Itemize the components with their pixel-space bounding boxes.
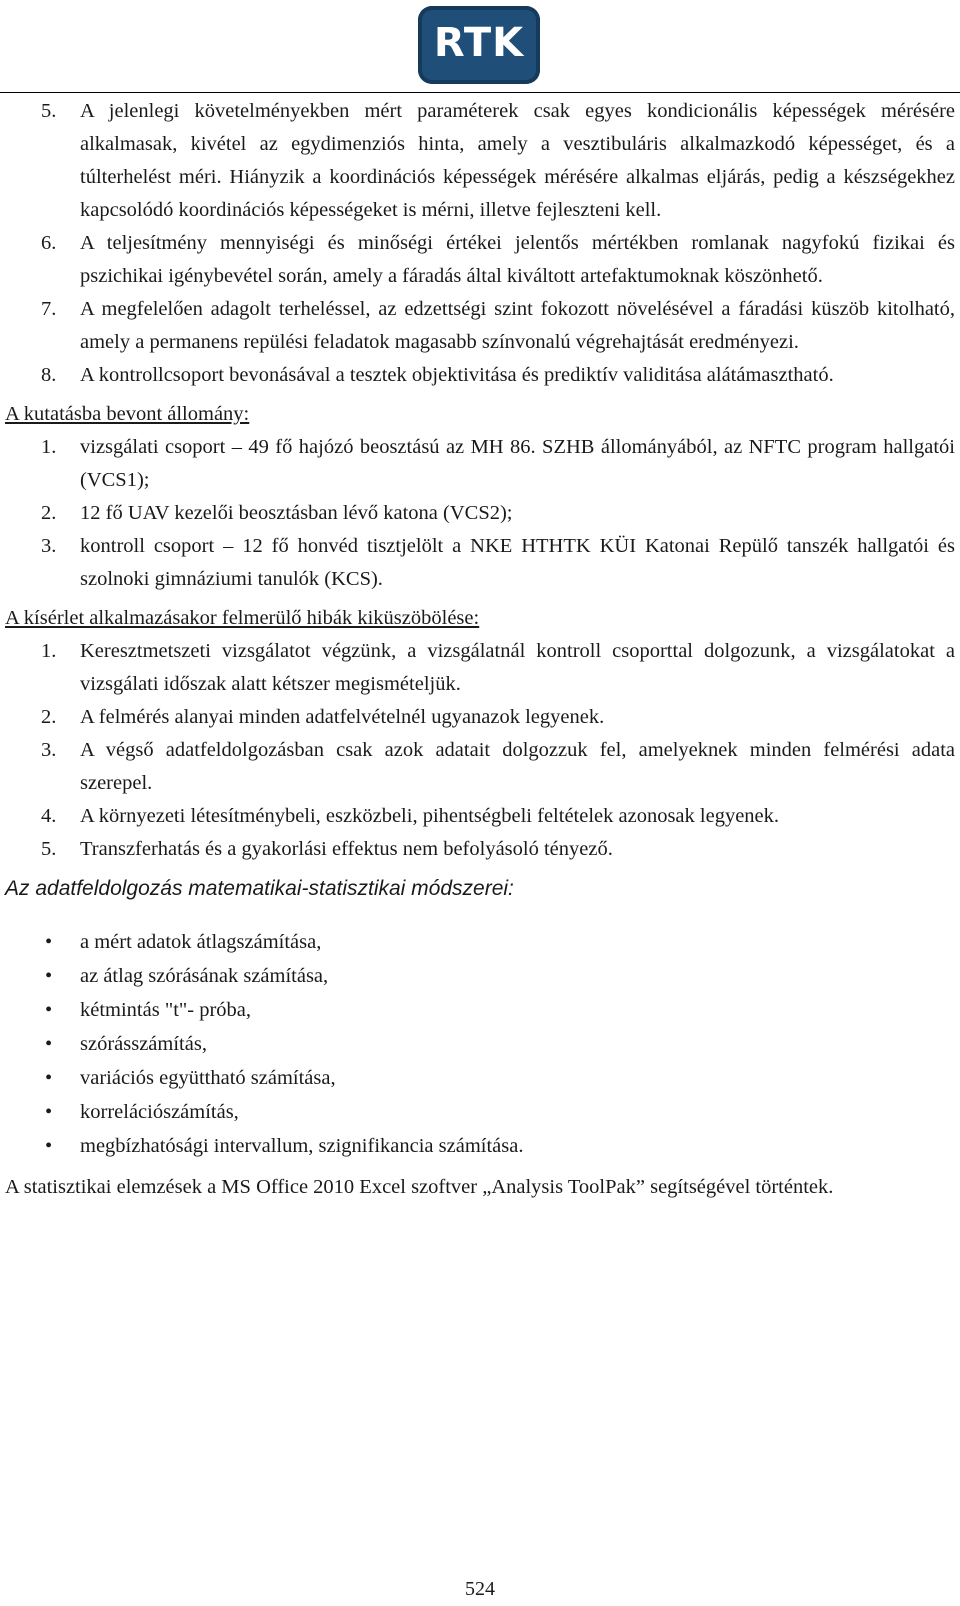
rtk-logo xyxy=(418,6,540,84)
item-text: A kontrollcsoport bevonásával a tesztek objektivitása és prediktív validitása alátámasztható. xyxy=(80,364,834,386)
bullet-text: a mért adatok átlagszámítása, xyxy=(80,931,322,953)
bullet-text: variációs együttható számítása, xyxy=(80,1067,336,1089)
item-text: Transzferhatás és a gyakorlási effektus nem befolyásoló tényező. xyxy=(80,838,613,860)
item-number: 8. xyxy=(41,364,57,386)
item-number: 3. xyxy=(41,739,57,761)
bullet-item xyxy=(5,925,955,959)
bullet-item xyxy=(5,959,955,993)
hypothesis-list xyxy=(5,95,955,392)
bullet-item xyxy=(5,1027,955,1061)
bullet-text: szórásszámítás, xyxy=(80,1033,207,1055)
bullet-icon: • xyxy=(45,1101,53,1123)
item-text: A megfelelően adagolt terheléssel, az edzettségi szint fokozott növelésével a fáradási küszöb kitolható, amely a permanens repülési feladatok magasabb színvonalú végrehajtását eredményezi. xyxy=(80,298,955,353)
error-elimination-list xyxy=(5,635,955,866)
item-number: 3. xyxy=(41,535,57,557)
item-number: 2. xyxy=(41,502,57,524)
item-number: 5. xyxy=(41,100,57,122)
bullet-item xyxy=(5,993,955,1027)
bullet-icon: • xyxy=(45,1067,53,1089)
item-text: vizsgálati csoport – 49 fő hajózó beosztású az MH 86. SZHB állományából, az NFTC program hallgatói (VCS1); xyxy=(80,436,955,491)
page-number: 524 xyxy=(465,1578,495,1600)
list-item xyxy=(5,530,955,596)
item-text: A jelenlegi követelményekben mért paraméterek csak egyes kondicionális képességek mérésére alkalmasak, kivétel az egydimenziós hinta, amely a vesztibuláris alkalmazkodó képességet, és a túlterhelést méri. Hiányzik a koordinációs képességek mérésére alkalmas eljárás, pedig a készségekhez kapcsolódó koordinációs képességeket is mérni, illetve fejleszteni kell. xyxy=(80,100,955,221)
section-heading-statistical-methods: Az adatfeldolgozás matematikai-statisztikai módszerei: xyxy=(5,877,514,900)
item-text: A teljesítmény mennyiségi és minőségi értékei jelentős mértékben romlanak nagyfokú fizikai és pszichikai igénybevétel során, amely a fáradás által kiváltott artefaktumoknak köszönhető. xyxy=(80,232,955,287)
bullet-text: korrelációszámítás, xyxy=(80,1101,239,1123)
item-text: A felmérés alanyai minden adatfelvételnél ugyanazok legyenek. xyxy=(80,706,605,728)
item-number: 1. xyxy=(41,436,57,458)
bullet-icon: • xyxy=(45,999,53,1021)
list-item xyxy=(5,635,955,701)
item-text: kontroll csoport – 12 fő honvéd tisztjelölt a NKE HTHTK KÜI Katonai Repülő tanszék hallgatói és szolnoki gimnáziumi tanulók (KCS). xyxy=(80,535,955,590)
page-header xyxy=(0,0,960,92)
bullet-item xyxy=(5,1061,955,1095)
participants-list xyxy=(5,431,955,596)
item-text: A környezeti létesítménybeli, eszközbeli, pihentségbeli feltételek azonosak legyenek. xyxy=(80,805,780,827)
bullet-icon: • xyxy=(45,931,53,953)
list-item xyxy=(5,431,955,497)
list-item xyxy=(5,833,955,866)
item-text: Keresztmetszeti vizsgálatot végzünk, a vizsgálatnál kontroll csoporttal dolgozunk, a vizsgálatokat a vizsgálati időszak alatt kétszer megismételjük. xyxy=(80,640,955,695)
item-number: 1. xyxy=(41,640,57,662)
list-item xyxy=(5,701,955,734)
list-item xyxy=(5,497,955,530)
bullet-text: megbízhatósági intervallum, szignifikancia számítása. xyxy=(80,1135,524,1157)
item-number: 6. xyxy=(41,232,57,254)
closing-paragraph: A statisztikai elemzések a MS Office 2010 Excel szoftver „Analysis ToolPak” segítségével történtek. xyxy=(5,1176,834,1198)
list-item xyxy=(5,227,955,293)
item-text: 12 fő UAV kezelői beosztásban lévő katona (VCS2); xyxy=(80,502,513,524)
item-number: 7. xyxy=(41,298,57,320)
methods-bullet-list xyxy=(5,925,955,1163)
item-number: 2. xyxy=(41,706,57,728)
item-number: 4. xyxy=(41,805,57,827)
section-heading-participants: A kutatásba bevont állomány: xyxy=(5,403,250,425)
header-divider xyxy=(0,92,960,93)
section-heading-error-elimination: A kísérlet alkalmazásakor felmerülő hibák kiküszöbölése: xyxy=(5,607,480,629)
bullet-icon: • xyxy=(45,965,53,987)
list-item xyxy=(5,293,955,359)
item-number: 5. xyxy=(41,838,57,860)
bullet-item xyxy=(5,1129,955,1163)
logo-text: RTK xyxy=(433,20,525,66)
bullet-text: az átlag szórásának számítása, xyxy=(80,965,329,987)
bullet-icon: • xyxy=(45,1033,53,1055)
list-item xyxy=(5,734,955,800)
list-item xyxy=(5,800,955,833)
bullet-text: kétmintás "t"- próba, xyxy=(80,999,252,1021)
document-body xyxy=(5,95,955,1204)
bullet-item xyxy=(5,1095,955,1129)
bullet-icon: • xyxy=(45,1135,53,1157)
list-item xyxy=(5,359,955,392)
list-item xyxy=(5,95,955,227)
item-text: A végső adatfeldolgozásban csak azok adatait dolgozzuk fel, amelyeknek minden felmérési adata szerepel. xyxy=(80,739,955,794)
